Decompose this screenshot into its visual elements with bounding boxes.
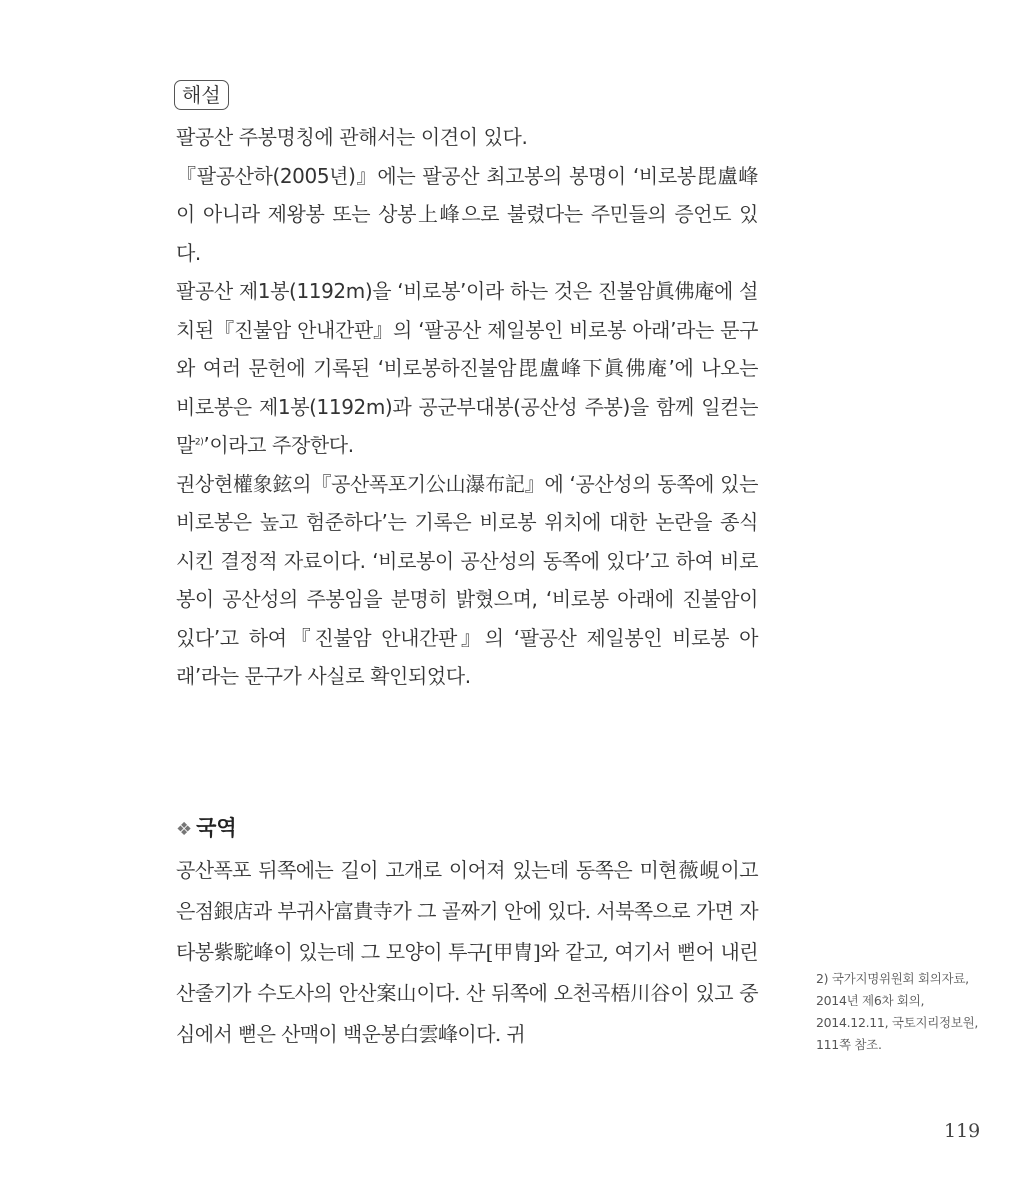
haeseol-paragraph-3-text: 팔공산 제1봉(1192m)을 ‘비로봉’이라 하는 것은 진불암眞佛庵에 설치된『진불암 안내간판』의 ‘팔공산 제일봉인 비로봉 아래’라는 문구와 여러 문헌에 기록된 ‘비로봉하진불암毘盧峰下眞佛庵’에 나오는 비로봉은 제1봉(1192m)과 공군부대봉(공산성 주봉)을 함께 일컫는 말 — [176, 279, 758, 457]
diamond-flower-icon: ❖ — [176, 819, 193, 840]
gugyeok-heading-text: 국역 — [196, 816, 237, 840]
gugyeok-body — [176, 850, 758, 1055]
haeseol-paragraph-4: 권상현權象鉉의『공산폭포기公山瀑布記』에 ‘공산성의 동쪽에 있는 비로봉은 높고 험준하다’는 기록은 비로봉 위치에 대한 논란을 종식시킨 결정적 자료이다. ‘비로봉이 공산성의 동쪽에 있다’고 하여 비로봉이 공산성의 주봉임을 분명히 밝혔으며, ‘비로봉 아래에 진불암이 있다’고 하여『진불암 안내간판』의 ‘팔공산 제일봉인 비로봉 아래’라는 문구가 사실로 확인되었다. — [176, 471, 758, 688]
footnote-mark: 2) — [194, 437, 204, 448]
haeseol-paragraph-2: 『팔공산하(2005년)』에는 팔공산 최고봉의 봉명이 ‘비로봉毘盧峰이 아니라 제왕봉 또는 상봉上峰으로 불렸다는 주민들의 증언도 있다. — [176, 163, 758, 265]
haeseol-paragraph-3-tail: ’이라고 주장한다. — [203, 433, 354, 457]
haeseol-paragraph-3 — [176, 272, 758, 465]
haeseol-paragraph-1: 팔공산 주봉명칭에 관해서는 이견이 있다. — [176, 125, 528, 149]
gugyeok-heading — [176, 813, 237, 845]
haeseol-body — [176, 118, 758, 696]
sidenote-footnote: 2) 국가지명위원회 회의자료, 2014년 제6차 회의, 2014.12.11, 국토지리정보원, 111쪽 참조. — [816, 971, 979, 1052]
haeseol-label: 해설 — [174, 80, 229, 110]
gugyeok-paragraph: 공산폭포 뒤쪽에는 길이 고개로 이어져 있는데 동쪽은 미현薇峴이고 은점銀店과 부귀사富貴寺가 그 골짜기 안에 있다. 서북쪽으로 가면 자타봉紫駝峰이 있는데 그 모양이 투구[甲冑]와 같고, 여기서 뻗어 내린 산줄기가 수도사의 안산案山이다. 산 뒤쪽에 오천곡梧川谷이 있고 중심에서 뻗은 산맥이 백운봉白雲峰이다. 귀 — [176, 858, 758, 1046]
page-number: 119 — [944, 1120, 981, 1142]
